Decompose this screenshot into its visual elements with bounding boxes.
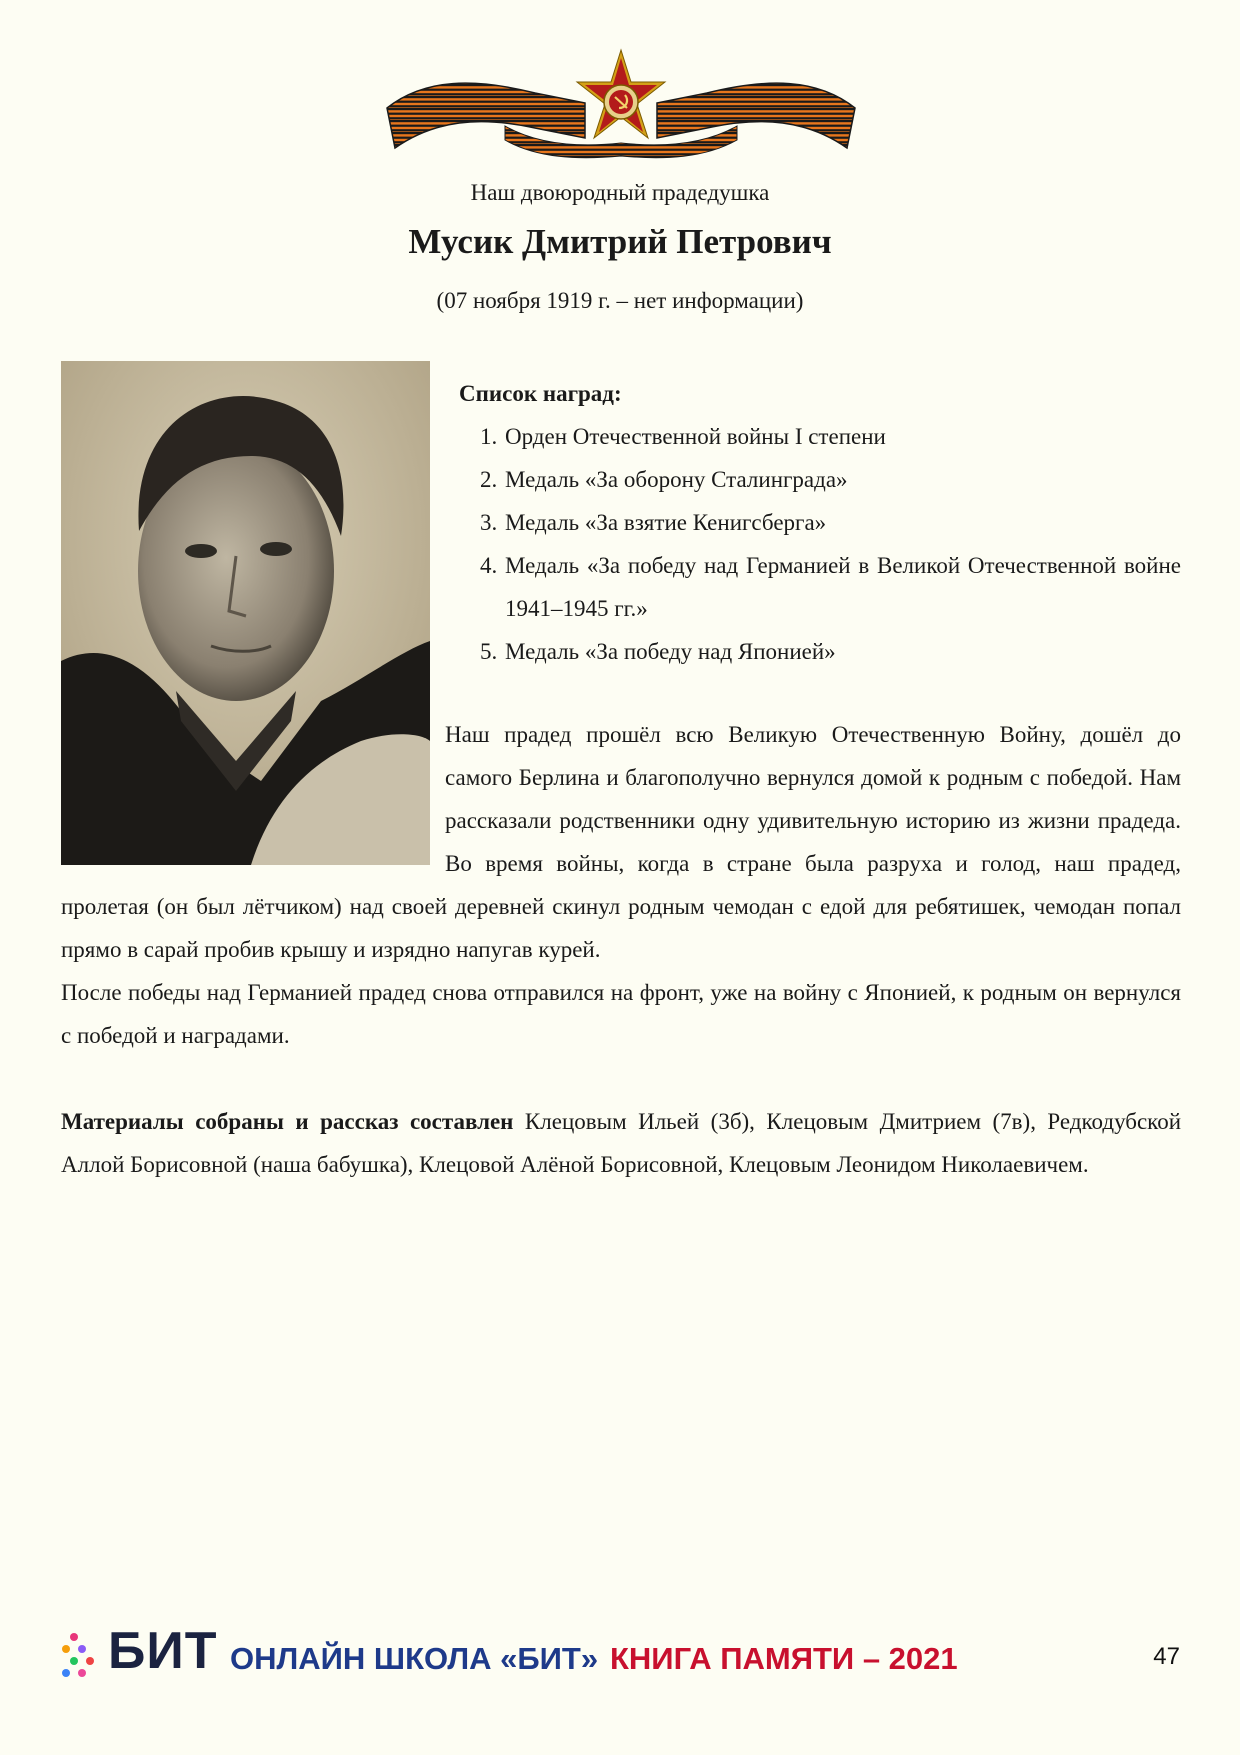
award-item: 4. Медаль «За победу над Германией в Великой Отечественной войне 1941–1945 гг.» xyxy=(503,544,1181,630)
awards-section xyxy=(459,372,1181,673)
credits-label: Материалы собраны и рассказ составлен xyxy=(61,1109,514,1134)
footer-book-title: КНИГА ПАМЯТИ – 2021 xyxy=(610,1641,958,1676)
story-paragraph-2: После победы над Германией прадед снова отправился на фронт, уже на войну с Японией, к родным он вернулся с победой и наградами. xyxy=(61,980,1181,1048)
person-name: Мусик Дмитрий Петрович xyxy=(408,222,832,261)
footer xyxy=(60,1622,1180,1685)
award-item: 5. Медаль «За победу над Японией» xyxy=(503,630,1181,673)
awards-list xyxy=(459,415,1181,673)
bit-logo-icon xyxy=(60,1631,102,1681)
footer-school-name: ОНЛАЙН ШКОЛА «БИТ» xyxy=(230,1641,599,1676)
story-paragraph-1: Наш прадед прошёл всю Великую Отечественную Войну, дошёл до самого Берлина и благополучно вернулся домой к родным с победой. Нам рассказали родственники одну удивительную историю из жизни прадеда. Во время войны, когда в стране была разруха и голод, наш прадед, пролетая (он был лётчиком) над своей деревней скинул родным чемодан с едой для ребятишек, чемодан попал прямо в сарай пробив крышу и изрядно напугав курей. xyxy=(61,722,1181,962)
awards-title: Список наград: xyxy=(459,381,622,406)
award-item: 2. Медаль «За оборону Сталинграда» xyxy=(503,458,1181,501)
bit-logo-text: БИТ xyxy=(108,1622,218,1680)
credits-text: Клецовым Ильей (3б), Клецовым Дмитрием (7в), Редкодубской Аллой Борисовной (наша бабушка), Клецовой Алёной Борисовной, Клецовым Леонидом Николаевичем. xyxy=(61,1109,1181,1177)
story-section xyxy=(61,713,1181,1057)
credits-section xyxy=(61,1100,1181,1186)
st-george-ribbon-order-emblem xyxy=(385,48,857,164)
subtitle: Наш двоюродный прадедушка xyxy=(470,180,770,205)
life-dates: (07 ноября 1919 г. – нет информации) xyxy=(436,288,804,313)
award-item: 3. Медаль «За взятие Кенигсберга» xyxy=(503,501,1181,544)
award-item: 1. Орден Отечественной войны I степени xyxy=(503,415,1181,458)
page-number: 47 xyxy=(1153,1643,1180,1670)
